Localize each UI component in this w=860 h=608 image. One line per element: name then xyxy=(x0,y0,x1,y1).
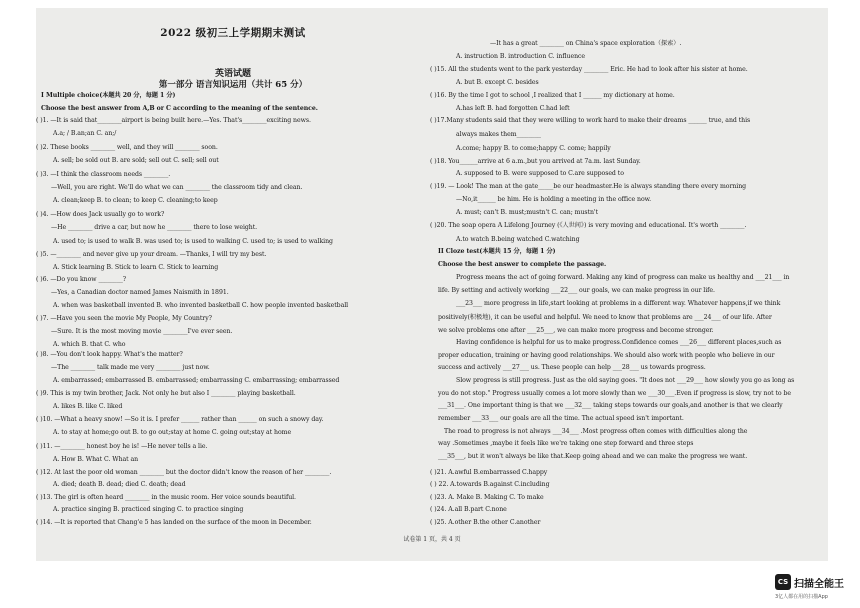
page-footer: 试卷第 1 页，共 4 页 xyxy=(403,536,461,543)
right-column-line: ( )20. The soap opera A Lifelong Journey (《人世间》) is very moving and educational. It's worth ________. xyxy=(430,222,747,229)
right-column-line: The road to progress is not always ___34___ .Most progress often comes with difficulties along the xyxy=(444,428,748,435)
left-column-line: ( )8. —You don't look happy. What's the matter? xyxy=(36,351,183,358)
left-column-line: A. embarrassed; embarrassed B. embarrassed; embarrassing C. embarrassing; embarrassed xyxy=(53,377,340,384)
left-column-line: —Sure. It is the most moving movie ________I've ever seen. xyxy=(51,328,233,335)
right-column-line: ( )25. A.other B.the other C.another xyxy=(430,519,541,526)
left-column-line: ( )1. —It is said that________airport is being built here.—Yes. That's________exciting news. xyxy=(36,117,311,124)
right-column-line: A. instruction B. introduction C. influence xyxy=(456,53,586,60)
right-column-line: ( )19. — Look! The man at the gate_____be our headmaster.He is always standing there every morning xyxy=(430,183,747,190)
right-column-line: remember ___33___ our goals are all the time. The actual speed isn't important. xyxy=(438,415,684,422)
left-column-line: ( )9. This is my twin brother, Jack. Not only he but also I ________ playing basketball. xyxy=(36,390,296,397)
exam-title: 2022 级初三上学期期末测试 xyxy=(160,27,306,39)
left-column-line: A. practice singing B. practiced singing C. to practice singing xyxy=(53,506,244,513)
right-column-line: ___23___ more progress in life,start looking at problems in a different way. Whatever happens,if we think xyxy=(456,300,781,307)
left-column-line: A. How B. What C. What an xyxy=(53,456,139,463)
left-column-line: —Yes, a Canadian doctor named James Naismith in 1891. xyxy=(51,289,229,296)
left-column-line: A. used to; is used to walk B. was used to; is used to walking C. used to; is used to walking xyxy=(53,238,333,245)
right-column-line: II Cloze test(本题共 15 分，每题 1 分) xyxy=(438,248,556,255)
left-column-line: ( )14. —It is reported that Chang'e 5 has landed on the surface of the moon in December. xyxy=(36,519,312,526)
left-column-line: ( )3. —I think the classroom needs ________. xyxy=(36,171,171,178)
left-column-line: ( )12. At last the poor old woman ________ but the doctor didn't know the reason of her ________. xyxy=(36,469,332,476)
right-column-line: A. must; can't B. must;mustn't C. can; mustn't xyxy=(456,209,599,216)
left-column-line: ( )13. The girl is often heard ________ in the music room. Her voice sounds beautiful. xyxy=(36,494,296,501)
right-column-line: Choose the best answer to complete the passage. xyxy=(438,261,607,268)
right-column-line: ( )21. A.awful B.embarrassed C.happy xyxy=(430,469,548,476)
right-column-line: A. but B. except C. besides xyxy=(456,79,539,86)
right-column-line: ( )24. A.all B.part C.none xyxy=(430,506,507,513)
exam-sheet xyxy=(36,8,828,561)
right-column-line: A.to watch B.being watched C.watching xyxy=(456,236,580,243)
right-column-line: ( ) 22. A.towards B.against C.including xyxy=(430,481,550,488)
right-column-line: ( )15. All the students went to the park yesterday ________ Eric. He had to look after his sister at home. xyxy=(430,66,748,73)
left-column-line: A. when was basketball invented B. who invented basketball C. how people invented basketball xyxy=(53,302,349,309)
right-column-line: ( )23. A. Make B. Making C. To make xyxy=(430,494,544,501)
right-column-line: ( )17.Many students said that they were willing to work hard to make their dreams ______ true, and this xyxy=(430,117,751,124)
right-column xyxy=(430,8,828,561)
left-column-line: —He ________ drive a car, but now he ________ there to lose weight. xyxy=(51,224,258,231)
right-column-line: way .Sometimes ,maybe it feels like we're taking one step forward and three steps xyxy=(438,440,694,447)
left-column-line: A. clean;keep B. to clean; to keep C. cleaning;to keep xyxy=(53,197,218,204)
right-column-line: ( )18. You______arrive at 6 a.m.,but you arrived at 7a.m. last Sunday. xyxy=(430,158,641,165)
left-column-line: ( )5. —________ and never give up your dream. —Thanks, I will try my best. xyxy=(36,251,267,258)
right-column-line: life. By setting and actively working ___22___ our goals, we can make progress in our life. xyxy=(438,287,715,294)
right-column-line: —It has a great ________ on China's space exploration（探索）. xyxy=(490,40,682,47)
brand-tagline: 3亿人都在用的扫描App xyxy=(775,594,828,600)
right-column-line: ( )16. By the time I got to school ,I realized that I ______ my dictionary at home. xyxy=(430,92,675,99)
right-column-line: A.come; happy B. to come;happy C. come; happily xyxy=(456,145,611,152)
right-column-line: proper education, training or having good relationships. We should also work with people who believe in our xyxy=(438,352,775,359)
camscanner-logo-icon: CS xyxy=(775,574,791,590)
left-column-line: A. which B. that C. who xyxy=(53,341,126,348)
right-column-line: Progress means the act of going forward. Making any kind of progress can make us healthy and ___21___ in xyxy=(456,274,790,281)
left-column-line: A.a; / B.an;an C. an;/ xyxy=(53,130,117,137)
left-column-line: ( )10. —What a heavy snow! —So it is. I prefer ______ rather than ______ on such a snowy day. xyxy=(36,416,324,423)
left-column-line: Choose the best answer from A,B or C according to the meaning of the sentence. xyxy=(41,105,318,112)
right-column-line: ___31___. One important thing is that we ___32___ taking steps towards our goals,and another is that we clearly xyxy=(438,402,783,409)
left-column-line: —The ________ talk made me very ________ just now. xyxy=(51,364,210,371)
right-column-line: you do not stop." Progress usually comes a lot more slowly than we ___30___.Even if progress is slow, try not to be xyxy=(438,390,792,397)
right-column-line: Having confidence is helpful for us to make progress.Confidence comes ___26___ different places,such as xyxy=(456,339,782,346)
right-column-line: always makes them________ xyxy=(456,131,541,138)
section-heading: 第一部分 语言知识运用（共计 65 分） xyxy=(158,80,308,90)
left-column-line: ( )11. —________ honest boy he is! —He never tells a lie. xyxy=(36,443,208,450)
brand-name: 扫描全能王 xyxy=(794,579,844,590)
left-column-line: A. to stay at home;go out B. to go out;stay at home C. going out;stay at home xyxy=(53,429,292,436)
left-column-line: ( )4. —How does Jack usually go to work? xyxy=(36,211,165,218)
left-column-line: ( )6. —Do you know ________? xyxy=(36,276,127,283)
left-column-line: A. Stick learning B. Stick to learn C. Stick to learning xyxy=(53,264,219,271)
left-column-line: ( )2. These books ________ well, and they will ________ soon. xyxy=(36,144,218,151)
left-column-line: ( )7. —Have you seen the movie My People, My Country? xyxy=(36,315,212,322)
right-column-line: A.has left B. had forgotten C.had left xyxy=(456,105,570,112)
exam-subtitle: 英语试题 xyxy=(214,69,251,79)
right-column-line: Slow progress is still progress. Just as the old saying goes. "It does not ___29___ how slowly you go as long as xyxy=(456,377,795,384)
right-column-line: we solve problems one after ___25___, we can make more progress and become stronger. xyxy=(438,327,714,334)
left-column-line: A. sell; be sold out B. are sold; sell out C. sell; sell out xyxy=(53,157,219,164)
left-column xyxy=(36,8,430,561)
right-column-line: ___35___, but it won't always be like that.Keep going ahead and we can make the progress we want. xyxy=(438,453,748,460)
scanner-watermark xyxy=(775,572,857,602)
right-column-line: success and actively ___27___ us. These people can help ___28___ us towards progress. xyxy=(438,364,706,371)
left-column-line: A. likes B. like C. liked xyxy=(53,403,123,410)
left-column-line: I Multiple choice(本题共 20 分，每题 1 分) xyxy=(41,92,176,99)
right-column-line: positively(积极地), it can be useful and helpful. We need to know that problems are ___24___ of our life. After xyxy=(438,314,772,321)
right-column-line: —No,it______ be him. He is holding a meeting in the office now. xyxy=(456,196,652,203)
left-column-line: A. died; death B. dead; died C. death; dead xyxy=(53,481,186,488)
left-column-line: —Well, you are right. We'll do what we can ________ the classroom tidy and clean. xyxy=(51,184,303,191)
right-column-line: A. supposed to B. were supposed to C.are supposed to xyxy=(456,170,624,177)
